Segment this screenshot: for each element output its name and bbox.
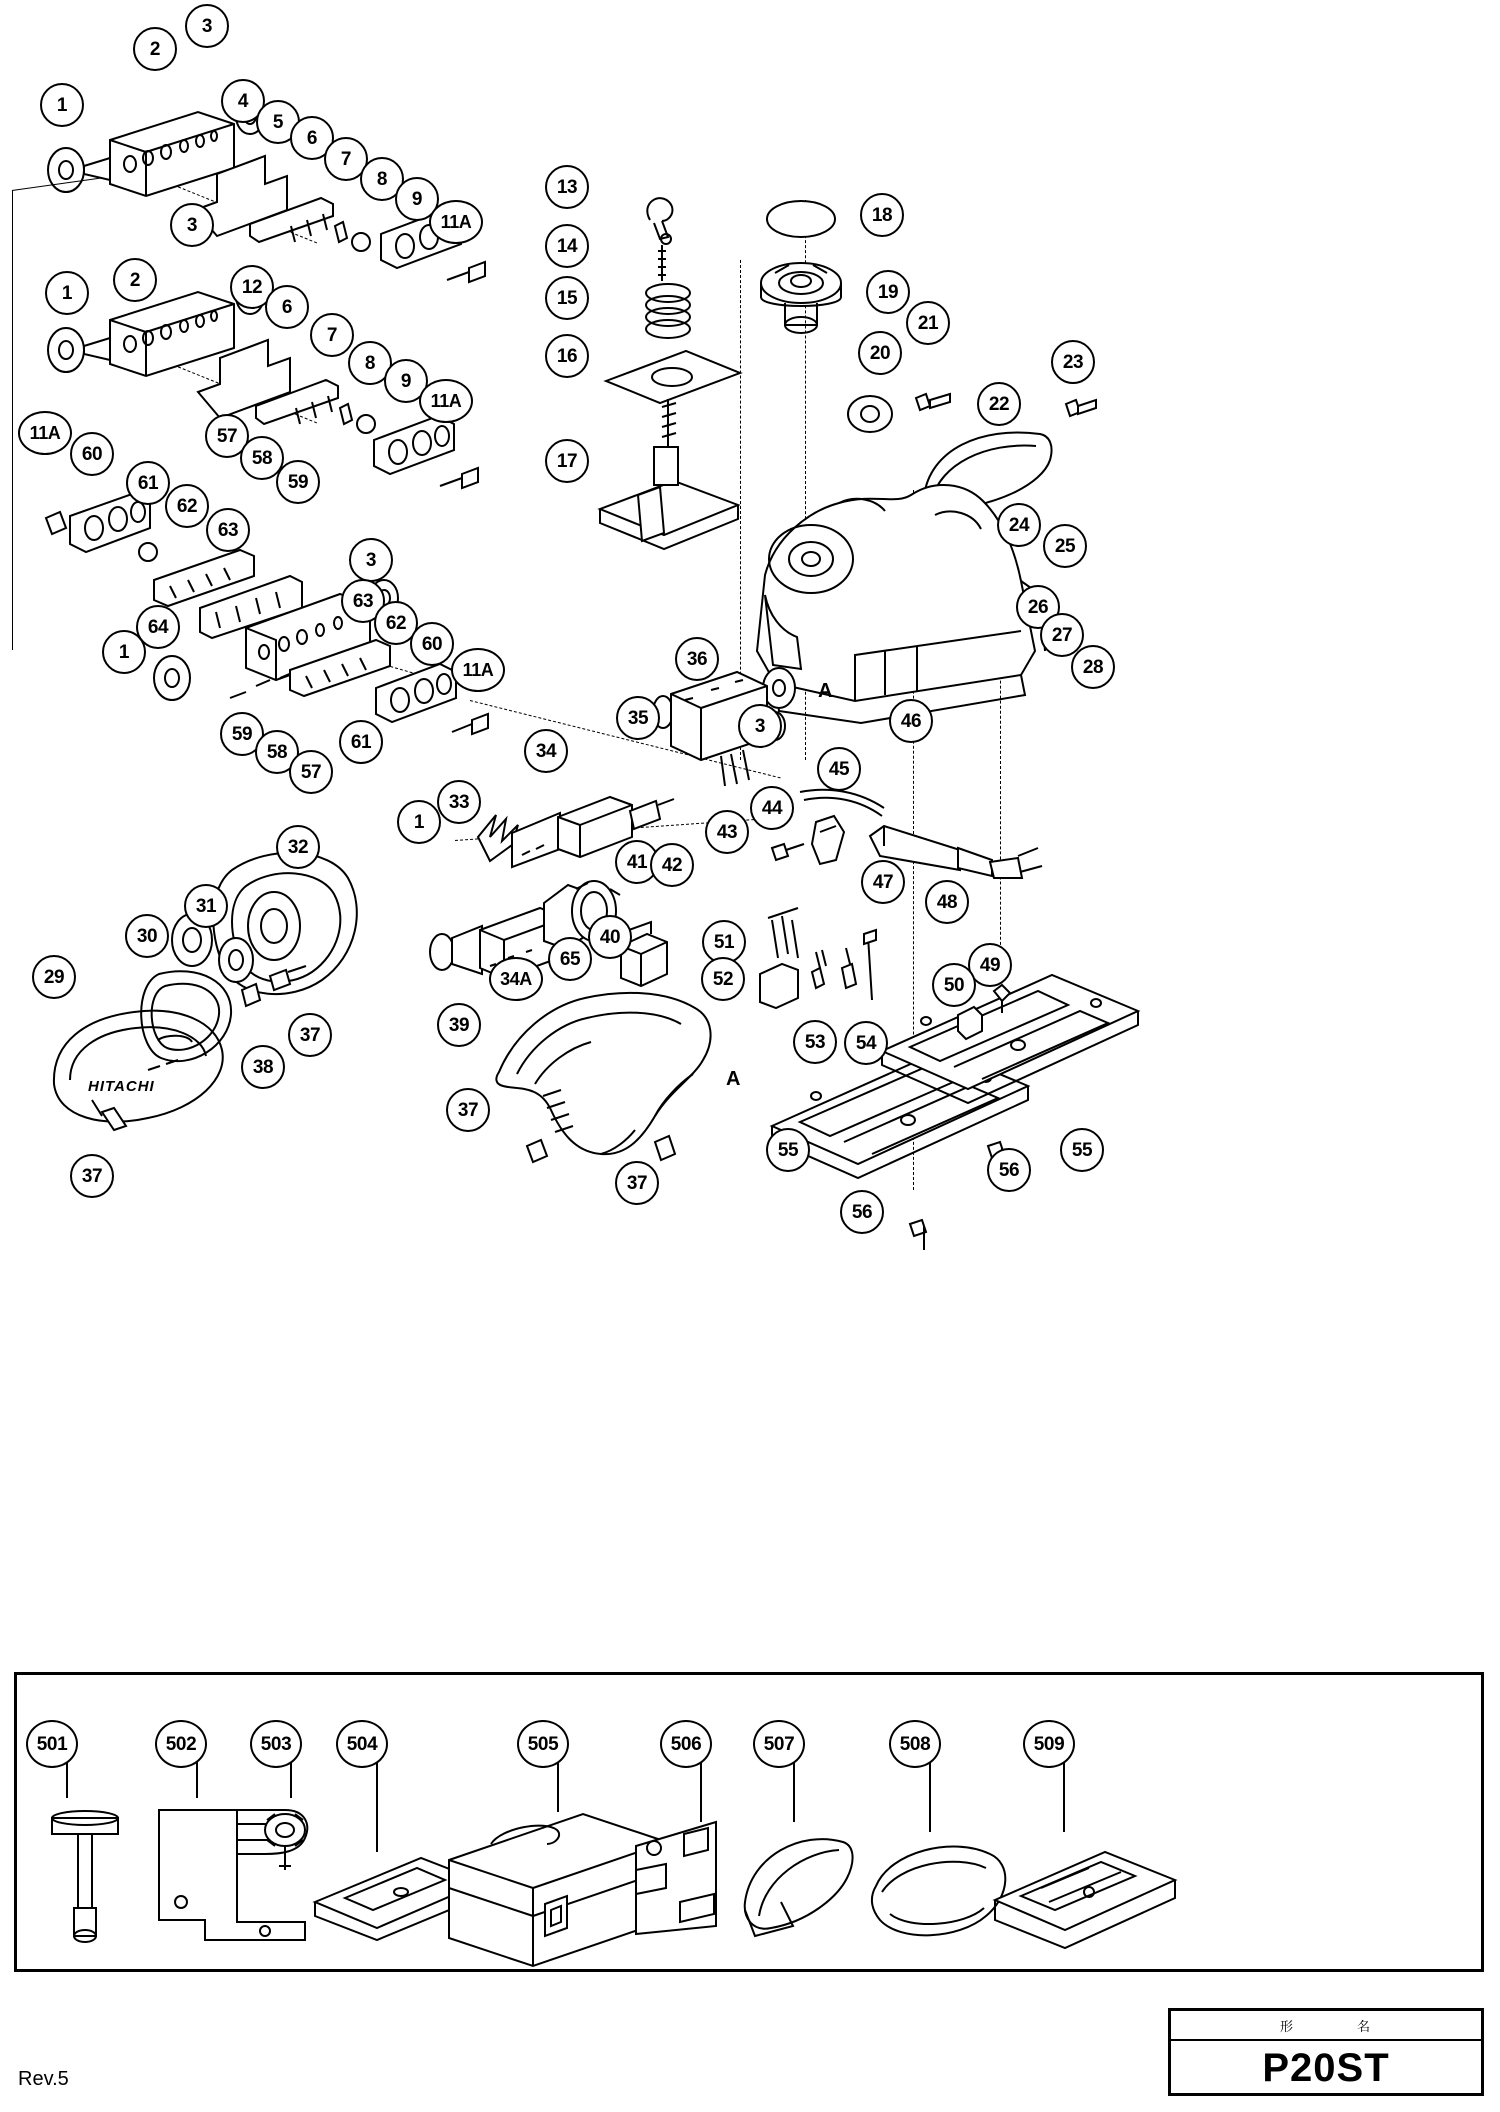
callout-55: 55	[1060, 1128, 1104, 1172]
leader-line	[376, 1762, 378, 1852]
callout-502: 502	[155, 1720, 207, 1768]
v-belt	[125, 960, 255, 1080]
callout-31: 31	[184, 884, 228, 928]
callout-46: 46	[889, 699, 933, 743]
callout-51: 51	[702, 920, 746, 964]
callout-24: 24	[997, 503, 1041, 547]
callout-14: 14	[545, 224, 589, 268]
callout-26: 26	[1016, 585, 1060, 629]
callout-3: 3	[738, 704, 782, 748]
callout-8: 8	[348, 341, 392, 385]
callout-1: 1	[40, 83, 84, 127]
callout-15: 15	[545, 276, 589, 320]
callout-61: 61	[126, 461, 170, 505]
callout-58: 58	[240, 436, 284, 480]
callout-37: 37	[615, 1161, 659, 1205]
callout-11a: 11A	[18, 411, 72, 455]
callout-19: 19	[866, 270, 910, 314]
callout-23: 23	[1051, 340, 1095, 384]
callout-22: 22	[977, 382, 1021, 426]
callout-3: 3	[170, 203, 214, 247]
callout-8: 8	[360, 157, 404, 201]
revision-label: Rev.5	[18, 2068, 69, 2090]
callout-57: 57	[205, 414, 249, 458]
callout-16: 16	[545, 334, 589, 378]
callout-1: 1	[45, 271, 89, 315]
sharpening-holder	[985, 1830, 1185, 1960]
leader-line	[929, 1762, 931, 1832]
dust-adapter	[725, 1820, 865, 1950]
callout-37: 37	[446, 1088, 490, 1132]
callout-65: 65	[548, 937, 592, 981]
leader-line	[793, 1762, 795, 1822]
title-block	[1168, 2008, 1484, 2096]
callout-38: 38	[241, 1045, 285, 1089]
callout-63: 63	[206, 508, 250, 552]
callout-28: 28	[1071, 645, 1115, 689]
callout-2: 2	[113, 258, 157, 302]
callout-59: 59	[220, 712, 264, 756]
callout-25: 25	[1043, 524, 1087, 568]
box-wrench	[40, 1790, 130, 1950]
callout-32: 32	[276, 825, 320, 869]
model-number: P20ST	[1262, 2045, 1390, 2090]
callout-20: 20	[858, 331, 902, 375]
callout-11a: 11A	[429, 200, 483, 244]
callout-1: 1	[102, 630, 146, 674]
callout-507: 507	[753, 1720, 805, 1768]
callout-35: 35	[616, 696, 660, 740]
callout-9: 9	[384, 359, 428, 403]
callout-61: 61	[339, 720, 383, 764]
callout-43: 43	[705, 810, 749, 854]
callout-48: 48	[925, 880, 969, 924]
callout-36: 36	[675, 637, 719, 681]
callout-52: 52	[701, 957, 745, 1001]
callout-21: 21	[906, 301, 950, 345]
base-screws	[900, 1120, 1040, 1260]
callout-56: 56	[840, 1190, 884, 1234]
callout-64: 64	[136, 605, 180, 649]
callout-11a: 11A	[419, 379, 473, 423]
callout-59: 59	[276, 460, 320, 504]
section-marker-a-top: A	[818, 680, 833, 702]
callout-56: 56	[987, 1148, 1031, 1192]
callout-3: 3	[349, 538, 393, 582]
callout-47: 47	[861, 860, 905, 904]
callout-505: 505	[517, 1720, 569, 1768]
callout-6: 6	[290, 116, 334, 160]
callout-1: 1	[397, 800, 441, 844]
callout-9: 9	[395, 177, 439, 221]
callout-54: 54	[844, 1021, 888, 1065]
brand-logo-text: HITACHI	[88, 1078, 155, 1095]
callout-11a: 11A	[451, 648, 505, 692]
callout-2: 2	[133, 27, 177, 71]
callout-60: 60	[410, 622, 454, 666]
callout-44: 44	[750, 786, 794, 830]
callout-27: 27	[1040, 613, 1084, 657]
callout-509: 509	[1023, 1720, 1075, 1768]
section-marker-a-bottom: A	[726, 1068, 741, 1090]
callout-62: 62	[374, 601, 418, 645]
callout-60: 60	[70, 432, 114, 476]
callout-3: 3	[185, 4, 229, 48]
callout-33: 33	[437, 780, 481, 824]
callout-34a: 34A	[489, 957, 543, 1001]
callout-29: 29	[32, 955, 76, 999]
callout-5: 5	[256, 100, 300, 144]
callout-41: 41	[615, 840, 659, 884]
callout-30: 30	[125, 914, 169, 958]
callout-37: 37	[288, 1013, 332, 1057]
callout-508: 508	[889, 1720, 941, 1768]
callout-17: 17	[545, 439, 589, 483]
callout-62: 62	[165, 484, 209, 528]
callout-503: 503	[250, 1720, 302, 1768]
callout-504: 504	[336, 1720, 388, 1768]
callout-6: 6	[265, 285, 309, 329]
callout-40: 40	[588, 915, 632, 959]
callout-55: 55	[766, 1128, 810, 1172]
callout-12: 12	[230, 265, 274, 309]
callout-63: 63	[341, 579, 385, 623]
callout-58: 58	[255, 730, 299, 774]
callout-501: 501	[26, 1720, 78, 1768]
callout-53: 53	[793, 1020, 837, 1064]
callout-7: 7	[310, 313, 354, 357]
blade-holder	[620, 1810, 740, 1950]
title-block-header	[1171, 2011, 1481, 2041]
callout-506: 506	[660, 1720, 712, 1768]
callout-49: 49	[968, 943, 1012, 987]
callout-42: 42	[650, 843, 694, 887]
callout-39: 39	[437, 1003, 481, 1047]
title-block-header-left: 形	[1279, 2018, 1295, 2034]
callout-4: 4	[221, 79, 265, 123]
leader-line	[1063, 1762, 1065, 1832]
callout-37: 37	[70, 1154, 114, 1198]
callout-57: 57	[289, 750, 333, 794]
callout-34: 34	[524, 729, 568, 773]
callout-13: 13	[545, 165, 589, 209]
callout-7: 7	[324, 137, 368, 181]
leader-line	[12, 190, 13, 650]
cord-assembly	[760, 760, 1060, 920]
callout-18: 18	[860, 193, 904, 237]
title-block-header-right: 名	[1357, 2018, 1373, 2034]
callout-50: 50	[932, 963, 976, 1007]
callout-45: 45	[817, 747, 861, 791]
